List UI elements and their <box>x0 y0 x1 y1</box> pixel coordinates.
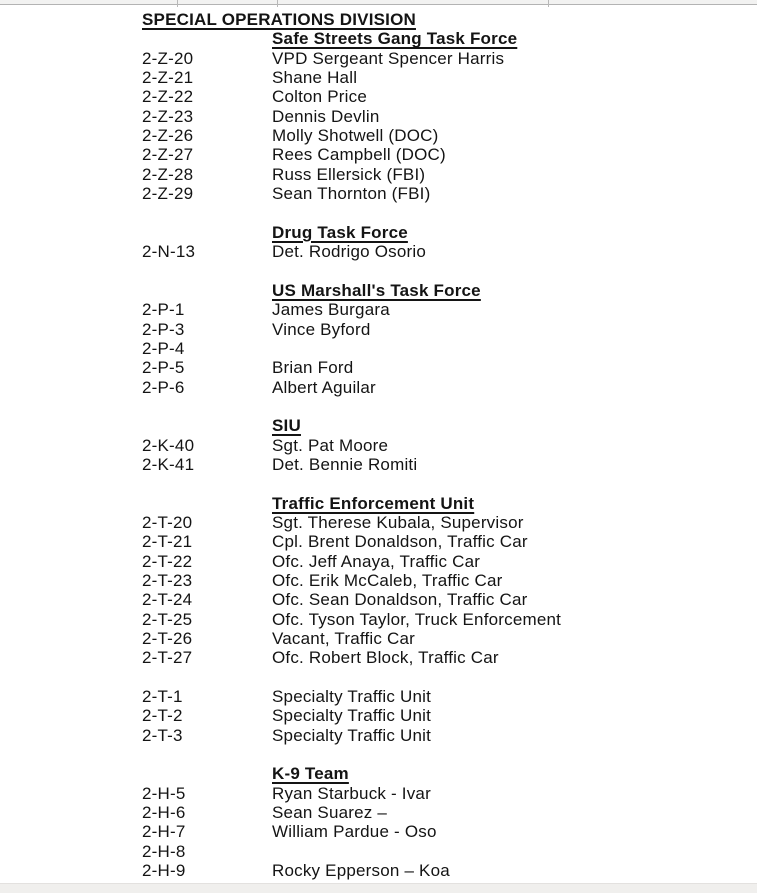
officer-name-cell: VPD Sergeant Spencer Harris <box>272 48 505 68</box>
callsign-cell: 2-K-40 <box>142 435 195 455</box>
callsign-cell: 2-N-13 <box>142 242 196 262</box>
roster-row <box>0 184 757 203</box>
officer-name-cell: Ofc. Robert Block, Traffic Car <box>272 648 499 668</box>
callsign-cell-empty <box>142 416 272 435</box>
section-header-row <box>0 281 757 300</box>
section-header-row <box>0 764 757 783</box>
roster-row <box>0 300 757 319</box>
roster-row <box>0 455 757 474</box>
left-margin <box>0 726 142 745</box>
callsign-cell: 2-P-1 <box>142 300 185 320</box>
officer-name-cell: Ofc. Jeff Anaya, Traffic Car <box>272 551 481 571</box>
left-margin <box>0 610 142 629</box>
callsign-cell: 2-H-9 <box>142 861 186 881</box>
callsign-cell: 2-P-4 <box>142 338 185 358</box>
callsign-cell: 2-Z-20 <box>142 48 194 68</box>
officer-name-cell: Ofc. Sean Donaldson, Traffic Car <box>272 590 528 610</box>
section-header: K-9 Team <box>272 764 349 784</box>
callsign-cell: 2-T-22 <box>142 551 193 571</box>
roster-row <box>0 49 757 68</box>
blank-row <box>0 397 757 416</box>
roster-row <box>0 571 757 590</box>
roster-row <box>0 126 757 145</box>
section-header-row <box>0 29 757 48</box>
officer-name-cell: Det. Bennie Romiti <box>272 454 418 474</box>
left-margin <box>0 687 142 706</box>
callsign-cell-empty <box>142 29 272 48</box>
bottom-strip <box>0 883 757 893</box>
officer-name-cell: Specialty Traffic Unit <box>272 725 432 745</box>
officer-name-cell: Vacant, Traffic Car <box>272 629 416 648</box>
left-margin <box>0 803 142 822</box>
officer-name-cell: Ryan Starbuck - Ivar <box>272 783 431 803</box>
callsign-cell-empty <box>142 281 272 300</box>
section-header: Safe Streets Gang Task Force <box>272 29 518 49</box>
left-margin <box>0 552 142 571</box>
top-gridline-strip <box>0 0 757 5</box>
left-margin <box>0 300 142 319</box>
officer-name-cell: Det. Rodrigo Osorio <box>272 242 427 262</box>
officer-name-cell: Specialty Traffic Unit <box>272 687 432 707</box>
left-margin <box>0 223 142 242</box>
callsign-cell: 2-Z-22 <box>142 87 194 107</box>
roster-row <box>0 107 757 126</box>
left-margin <box>0 126 142 145</box>
officer-name-cell: Sgt. Therese Kubala, Supervisor <box>272 512 524 532</box>
callsign-cell-empty <box>142 494 272 513</box>
callsign-cell: 2-Z-26 <box>142 126 194 146</box>
officer-name-cell: James Burgara <box>272 300 390 320</box>
left-margin <box>0 261 142 280</box>
roster-row <box>0 378 757 397</box>
left-margin <box>0 474 142 493</box>
left-margin <box>0 29 142 48</box>
left-margin <box>0 87 142 106</box>
officer-name-cell: Rees Campbell (DOC) <box>272 145 446 165</box>
officer-name-cell: Sean Thornton (FBI) <box>272 184 431 204</box>
roster-row <box>0 552 757 571</box>
callsign-cell: 2-Z-29 <box>142 184 194 204</box>
callsign-cell: 2-K-41 <box>142 454 195 474</box>
division-title: SPECIAL OPERATIONS DIVISION <box>142 10 416 29</box>
officer-name-cell: Dennis Devlin <box>272 106 380 126</box>
left-margin <box>0 358 142 377</box>
officer-name-cell <box>272 842 757 861</box>
callsign-cell: 2-P-3 <box>142 319 185 339</box>
roster-row <box>0 726 757 745</box>
roster-row <box>0 68 757 87</box>
left-margin <box>0 10 142 29</box>
gridline-tick <box>277 0 278 7</box>
left-margin <box>0 668 142 687</box>
left-margin <box>0 455 142 474</box>
roster-sections <box>0 29 757 880</box>
blank-row <box>0 745 757 764</box>
left-margin <box>0 339 142 358</box>
callsign-cell: 2-T-25 <box>142 609 193 629</box>
roster-row <box>0 687 757 706</box>
callsign-cell: 2-Z-28 <box>142 164 194 184</box>
roster-row <box>0 784 757 803</box>
callsign-cell: 2-H-6 <box>142 803 186 823</box>
officer-name-cell: Albert Aguilar <box>272 377 376 397</box>
callsign-cell: 2-T-1 <box>142 687 183 707</box>
roster-row <box>0 242 757 261</box>
left-margin <box>0 203 142 222</box>
left-margin <box>0 320 142 339</box>
section-header: US Marshall's Task Force <box>272 280 481 300</box>
left-margin <box>0 281 142 300</box>
left-margin <box>0 49 142 68</box>
officer-name-cell: Sean Suarez – <box>272 803 388 823</box>
roster-row <box>0 165 757 184</box>
left-margin <box>0 494 142 513</box>
left-margin <box>0 842 142 861</box>
gridline-tick <box>548 0 549 7</box>
callsign-cell: 2-T-26 <box>142 629 193 648</box>
callsign-cell: 2-Z-27 <box>142 145 194 165</box>
callsign-cell-empty <box>142 764 272 783</box>
officer-name-cell: Molly Shotwell (DOC) <box>272 126 439 146</box>
left-margin <box>0 648 142 667</box>
roster-row <box>0 145 757 164</box>
left-margin <box>0 629 142 648</box>
callsign-cell: 2-T-2 <box>142 706 183 726</box>
left-margin <box>0 416 142 435</box>
officer-name-cell: Ofc. Tyson Taylor, Truck Enforcement <box>272 609 562 629</box>
roster-row <box>0 590 757 609</box>
officer-name-cell: Vince Byford <box>272 319 371 339</box>
section-header-row <box>0 223 757 242</box>
officer-name-cell: Russ Ellersick (FBI) <box>272 164 426 184</box>
section-header: SIU <box>272 416 301 436</box>
left-margin <box>0 397 142 416</box>
callsign-cell: 2-P-5 <box>142 358 185 378</box>
officer-name-cell: Ofc. Erik McCaleb, Traffic Car <box>272 570 503 590</box>
roster-document <box>0 10 757 880</box>
blank-row <box>0 261 757 280</box>
left-margin <box>0 378 142 397</box>
gridline-tick <box>177 0 178 7</box>
section-header: Traffic Enforcement Unit <box>272 493 475 513</box>
officer-name-cell: William Pardue - Oso <box>272 822 437 842</box>
callsign-cell: 2-T-20 <box>142 512 193 532</box>
roster-row <box>0 861 757 880</box>
left-margin <box>0 590 142 609</box>
section-header-row <box>0 494 757 513</box>
division-title-row <box>0 10 757 29</box>
left-margin <box>0 861 142 880</box>
roster-row <box>0 842 757 861</box>
roster-row <box>0 513 757 532</box>
left-margin <box>0 764 142 783</box>
left-margin <box>0 706 142 725</box>
callsign-cell: 2-Z-21 <box>142 68 194 88</box>
roster-row <box>0 358 757 377</box>
left-margin <box>0 242 142 261</box>
callsign-cell: 2-Z-23 <box>142 106 194 126</box>
left-margin <box>0 571 142 590</box>
roster-row <box>0 320 757 339</box>
blank-row <box>0 668 757 687</box>
left-margin <box>0 822 142 841</box>
left-margin <box>0 532 142 551</box>
roster-row <box>0 629 757 648</box>
callsign-cell: 2-H-7 <box>142 822 186 842</box>
officer-name-cell: Specialty Traffic Unit <box>272 706 432 726</box>
callsign-cell: 2-T-23 <box>142 570 193 590</box>
left-margin <box>0 145 142 164</box>
roster-row <box>0 339 757 358</box>
officer-name-cell: Rocky Epperson – Koa <box>272 861 450 881</box>
blank-row <box>0 203 757 222</box>
left-margin <box>0 107 142 126</box>
officer-name-cell <box>272 339 757 358</box>
callsign-cell: 2-H-8 <box>142 841 186 861</box>
officer-name-cell: Cpl. Brent Donaldson, Traffic Car <box>272 532 528 552</box>
left-margin <box>0 165 142 184</box>
left-margin <box>0 513 142 532</box>
left-margin <box>0 745 142 764</box>
roster-row <box>0 822 757 841</box>
callsign-cell: 2-T-24 <box>142 590 193 610</box>
officer-name-cell: Colton Price <box>272 87 367 107</box>
officer-name-cell: Brian Ford <box>272 358 354 378</box>
roster-row <box>0 532 757 551</box>
roster-row <box>0 87 757 106</box>
callsign-cell: 2-P-6 <box>142 377 185 397</box>
callsign-cell: 2-H-5 <box>142 783 186 803</box>
roster-row <box>0 610 757 629</box>
roster-row <box>0 436 757 455</box>
left-margin <box>0 184 142 203</box>
callsign-cell: 2-T-27 <box>142 648 193 668</box>
section-header-row <box>0 416 757 435</box>
callsign-cell: 2-T-21 <box>142 532 193 552</box>
callsign-cell: 2-T-3 <box>142 725 183 745</box>
left-margin <box>0 436 142 455</box>
section-header: Drug Task Force <box>272 222 408 242</box>
roster-row <box>0 648 757 667</box>
blank-row <box>0 474 757 493</box>
callsign-cell-empty <box>142 223 272 242</box>
roster-row <box>0 706 757 725</box>
left-margin <box>0 784 142 803</box>
officer-name-cell: Sgt. Pat Moore <box>272 435 389 455</box>
officer-name-cell: Shane Hall <box>272 68 358 88</box>
left-margin <box>0 68 142 87</box>
roster-row <box>0 803 757 822</box>
